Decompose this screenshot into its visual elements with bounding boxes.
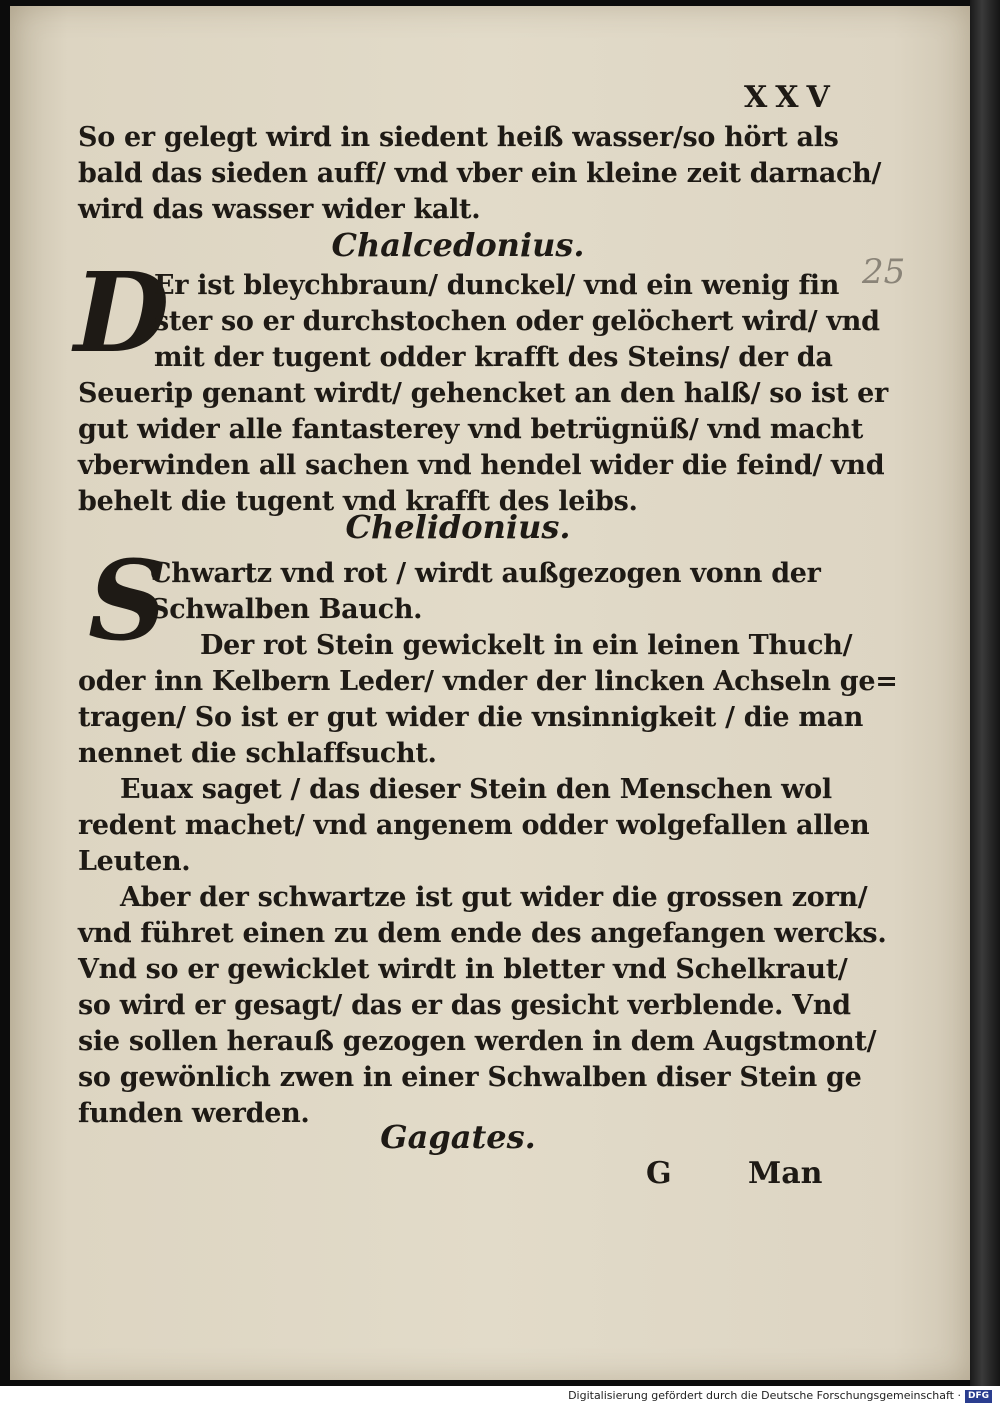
dfg-logo: DFG [965,1390,992,1403]
text-line: so gewönlich zwen in einer Schwalben diser Stein ge [78,1062,862,1093]
book-edge [970,0,1000,1386]
text-line: vberwinden all sachen vnd hendel wider die feind/ vnd [78,450,885,481]
signature-mark: G [646,1156,672,1191]
pencil-annotation: 25 [862,252,906,292]
drop-cap: S [88,536,168,665]
text-line: Vnd so er gewicklet wirdt in bletter vnd Schelkraut/ [78,954,848,985]
drop-cap: D [74,248,170,377]
book-page [10,6,970,1380]
chalcedonius-paragraph [78,268,888,520]
text-line: oder inn Kelbern Leder/ vnder der lincken Achseln ge= [78,666,898,697]
text-line: gut wider alle fantasterey vnd betrügnüß/ vnd macht [78,414,863,445]
text-line: tragen/ So ist er gut wider die vnsinnigkeit / die man [78,702,864,733]
text-line: behelt die tugent vnd krafft des leibs. [78,486,638,517]
text-line: Schwalben Bauch. [150,594,423,625]
footer-bar [0,1386,1000,1406]
text-line: ster so er durchstochen oder gelöchert wird/ vnd [154,306,880,337]
text-line: mit der tugent odder krafft des Steins/ der da [154,342,833,373]
chelidonius-paragraph-d [78,880,887,1132]
footer-credit: Digitalisierung gefördert durch die Deutsche Forschungsgemeinschaft · [568,1389,961,1402]
section-heading-chelidonius: Chelidonius. [345,508,571,546]
text-line: sie sollen herauß gezogen werden in dem Augstmont/ [78,1026,877,1057]
section-heading-chalcedonius: Chalcedonius. [331,226,585,264]
section-heading-gagates: Gagates. [380,1118,536,1156]
text-line: vnd führet einen zu dem ende des angefangen wercks. [78,918,887,949]
text-line: Chwartz vnd rot / wirdt außgezogen vonn der [150,558,821,589]
text-line: wird das wasser wider kalt. [78,194,481,225]
chelidonius-paragraph-c [78,772,870,880]
text-line: so wird er gesagt/ das er das gesicht verblende. Vnd [78,990,851,1021]
text-line: Aber der schwartze ist gut wider die grossen zorn/ [120,882,868,913]
chelidonius-paragraph-a [78,556,838,628]
text-line: nennet die schlaffsucht. [78,738,437,769]
catchword: Man [748,1156,823,1191]
intro-paragraph [78,120,882,228]
text-line: Leuten. [78,846,191,877]
text-line: Seuerip genant wirdt/ gehencket an den halß/ so ist er [78,378,888,409]
folio-number: XXV [744,80,838,115]
chelidonius-paragraph-b [78,628,898,772]
text-line: funden werden. [78,1098,310,1129]
text-line: So er gelegt wird in siedent heiß wasser/so hört als [78,122,839,153]
text-line: Euax saget / das dieser Stein den Menschen wol [120,774,832,805]
text-line: redent machet/ vnd angenem odder wolgefallen allen [78,810,870,841]
text-line: Der rot Stein gewickelt in ein leinen Thuch/ [200,630,853,661]
text-line: bald das sieden auff/ vnd vber ein kleine zeit darnach/ [78,158,882,189]
text-line: Er ist bleychbraun/ dunckel/ vnd ein wenig fin [154,270,840,301]
